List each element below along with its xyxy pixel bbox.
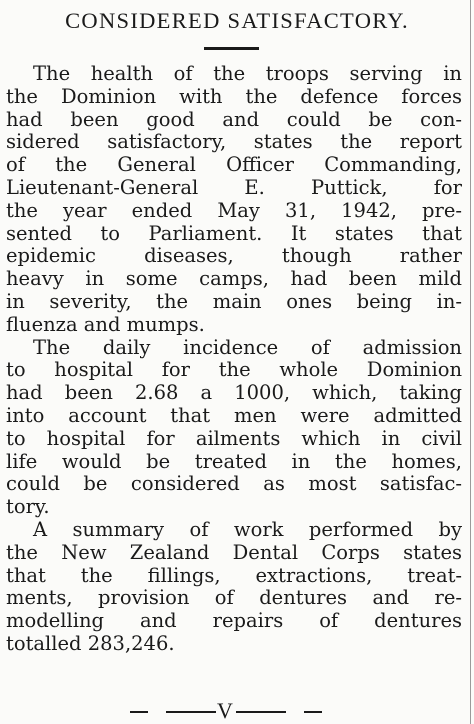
text-line: ments, provision of dentures and re- (6, 586, 462, 610)
end-mark (0, 700, 474, 724)
text-line: the year ended May 31, 1942, pre- (6, 198, 462, 222)
text-line: totalled 283,246. (6, 631, 175, 655)
headline: CONSIDERED SATISFACTORY. (65, 8, 409, 33)
article-body (6, 63, 462, 656)
text-line: into account that men were admitted (6, 403, 462, 427)
end-dash (166, 711, 216, 713)
end-dash (304, 711, 322, 713)
text-line: in severity, the main ones being in- (6, 289, 462, 313)
paragraph-3 (6, 519, 462, 656)
text-line: had been good and could be con- (6, 107, 462, 131)
text-line: sented to Parliament. It states that (6, 221, 462, 245)
text-line: tory. (6, 495, 50, 519)
end-dash (130, 711, 148, 713)
text-line: the New Zealand Dental Corps states (6, 540, 462, 564)
text-line: the Dominion with the defence forces (6, 84, 462, 108)
text-line: Lieutenant-General E. Puttick, for (6, 175, 462, 199)
paragraph-2 (6, 337, 462, 519)
text-line: The daily incidence of admission (33, 335, 462, 359)
text-line: The health of the troops serving in (33, 62, 462, 85)
text-line: life would be treated in the homes, (6, 449, 462, 473)
text-line: epidemic diseases, though rather (6, 244, 462, 268)
text-line: heavy in some camps, had been mild (6, 267, 462, 291)
text-line: to hospital for the whole Dominion (6, 358, 462, 382)
end-mark-letter: V (217, 698, 233, 723)
column-rule (470, 0, 471, 724)
text-line: sidered satisfactory, states the report (6, 130, 462, 154)
end-dash (236, 711, 286, 713)
text-line: to hospital for ailments which in civil (6, 426, 462, 450)
text-line: could be considered as most satisfac- (6, 472, 462, 496)
text-line: A summary of work performed by (33, 517, 462, 541)
headline-rule (204, 47, 259, 50)
text-line: of the General Officer Commanding, (6, 153, 462, 177)
text-line: fluenza and mumps. (6, 312, 205, 336)
paragraph-1 (6, 63, 462, 337)
text-line: that the fillings, extractions, treat- (6, 563, 462, 587)
text-line: modelling and repairs of dentures (6, 609, 462, 633)
text-line: had been 2.68 a 1000, which, taking (6, 381, 462, 405)
